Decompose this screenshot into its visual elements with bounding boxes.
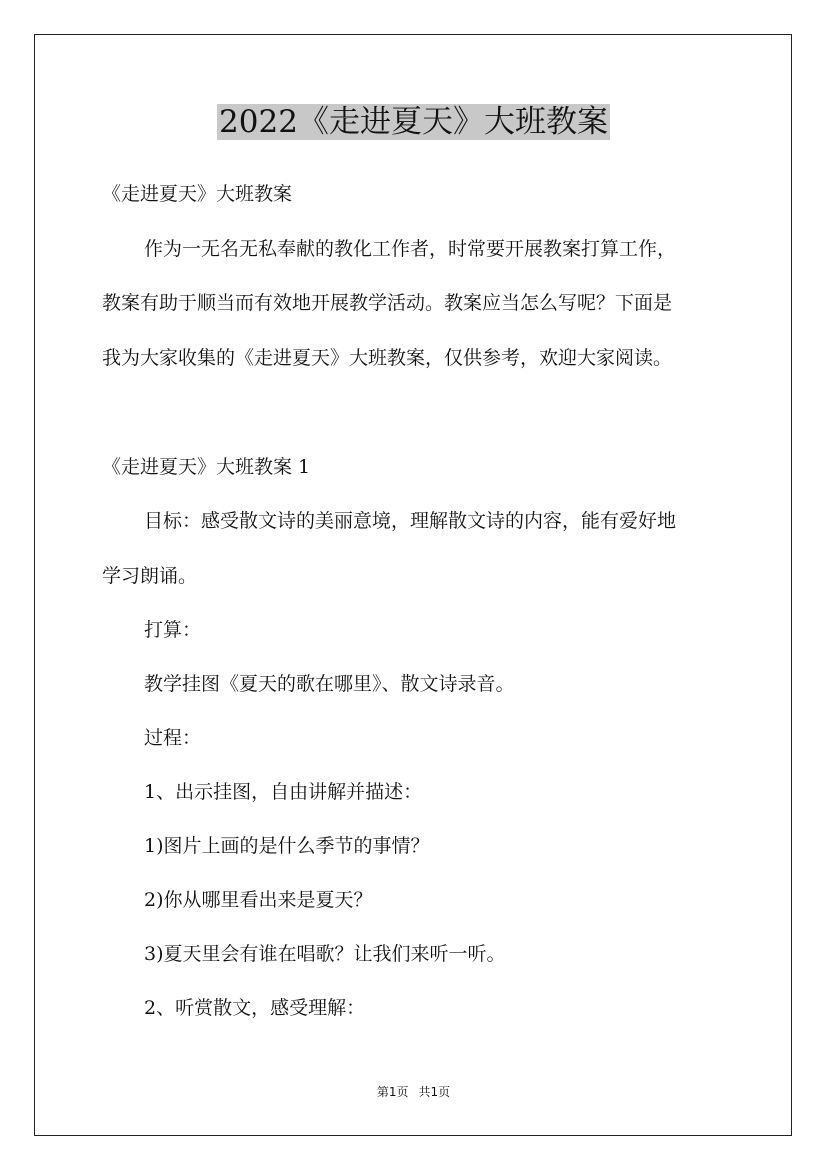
subtitle-paragraph: 《走进夏天》大班教案 <box>102 183 293 205</box>
step-2: 2、听赏散文，感受理解： <box>144 997 366 1019</box>
page-current: 第1页 <box>376 1085 409 1099</box>
document-title <box>0 100 827 144</box>
document-title-text: 2022《走进夏天》大班教案 <box>219 104 608 140</box>
step-1: 1、出示挂图，自由讲解并描述： <box>144 781 423 803</box>
step-1-question-2: 2)你从哪里看出来是夏天？ <box>144 889 373 911</box>
intro-line-3: 我为大家收集的《走进夏天》大班教案，仅供参考，欢迎大家阅读。 <box>102 347 673 369</box>
page-total: 共1页 <box>418 1085 451 1099</box>
intro-line-1: 作为一无名无私奉献的教化工作者，时常要开展教案打算工作， <box>144 238 677 260</box>
goal-line-1: 目标：感受散文诗的美丽意境，理解散文诗的内容，能有爱好地 <box>144 510 677 532</box>
intro-line-2: 教案有助于顺当而有效地开展教学活动。教案应当怎么写呢？下面是 <box>102 292 673 314</box>
page-footer <box>0 1083 827 1101</box>
goal-line-2: 学习朗诵。 <box>102 565 198 587</box>
section-heading: 《走进夏天》大班教案 1 <box>102 456 311 478</box>
process-label: 过程： <box>144 727 202 749</box>
preparation-content: 教学挂图《夏天的歌在哪里》、散文诗录音。 <box>144 673 515 695</box>
step-1-question-1: 1)图片上画的是什么季节的事情？ <box>144 835 430 857</box>
step-1-question-3: 3)夏天里会有谁在唱歌？让我们来听一听。 <box>144 943 506 965</box>
preparation-label: 打算： <box>144 619 202 641</box>
